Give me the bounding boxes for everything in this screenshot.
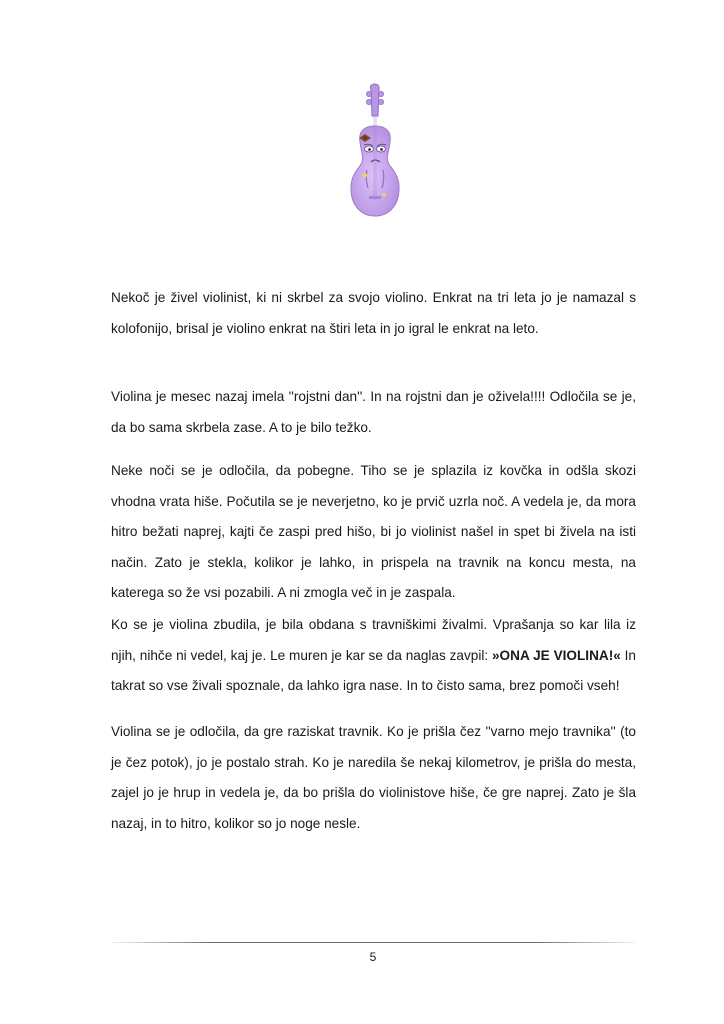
footer-divider [111, 942, 636, 943]
paragraph-2: Violina je mesec nazaj imela ''rojstni dan''. In na rojstni dan je oživela!!!! Odločila se je, da bo sama skrbela zase. A to je bilo težko. [111, 389, 636, 435]
page-number: 5 [369, 950, 377, 964]
violin-illustration [338, 82, 412, 230]
paragraph-4-bold-exclamation: »ONA JE VIOLINA!« [492, 647, 621, 663]
paragraph-4-text-before: Ko se je violina zbudila, je bila obdana s travniškimi živalmi. Vprašanja so kar lila iz njih, nihče ni vedel, kaj je. Le muren je kar se da naglas zavpil: [111, 617, 636, 663]
violin-body [351, 126, 399, 216]
paragraph-4 [111, 610, 636, 702]
paragraph-3: Neke noči se je odločila, da pobegne. Tiho se je splazila iz kovčka in odšla skozi vhodna vrata hiše. Počutila se je neverjetno, ko je prvič uzrla noč. A vedela je, da mora hitro bežati naprej, kajti če zaspi pred hišo, bi jo violinist našel in spet bi živela na isti način. Zato je stekla, kolikor je lahko, in prispela na travnik na koncu mesta, na katerega so že vsi pozabili. A ni zmogla več in je zaspala. [111, 463, 636, 600]
paragraph-4-text-after: In takrat so vse živali spoznale, da lahko igra nase. In to čisto sama, brez pomoči vseh! [111, 647, 636, 693]
violin-scroll [366, 84, 383, 116]
paragraph-1: Nekoč je živel violinist, ki ni skrbel za svojo violino. Enkrat na tri leta jo je namazal s kolofonijo, brisal je violino enkrat na štiri leta in jo igral le enkrat na leto. [111, 290, 636, 336]
paragraph-5: Violina se je odločila, da gre raziskat travnik. Ko je prišla čez ''varno mejo travnika'' (to je čez potok), jo je postalo strah. Ko je naredila še nekaj kilometrov, je prišla do mesta, zajel jo je hrup in vedela je, da bo prišla do violinistove hiše, če gre naprej. Zato je šla nazaj, in to hitro, kolikor so jo noge nesle. [111, 724, 636, 831]
